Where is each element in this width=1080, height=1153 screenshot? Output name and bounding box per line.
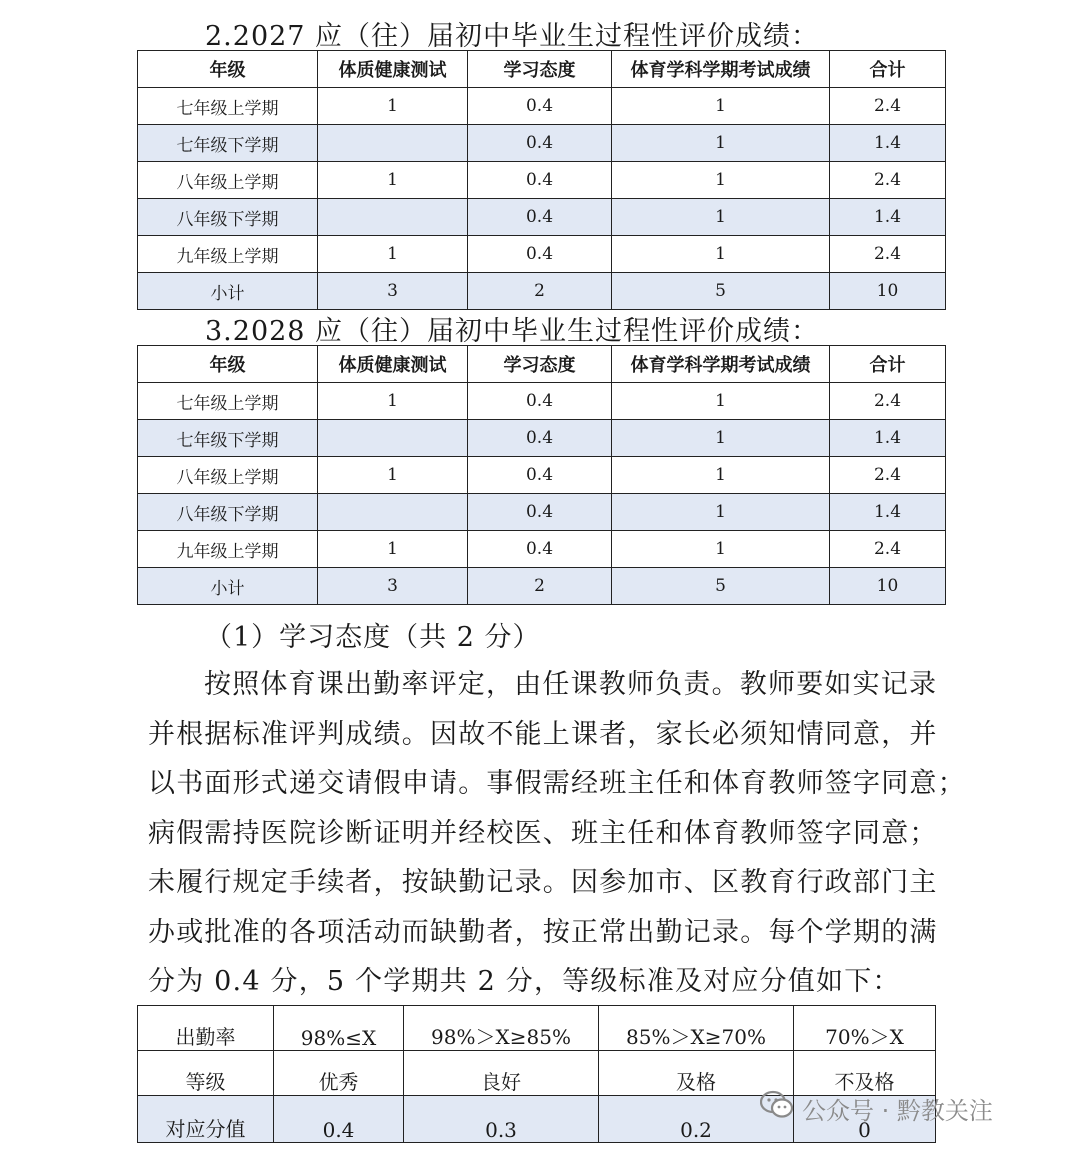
table-cell: 0.4 bbox=[468, 88, 612, 125]
header-cell: 年级 bbox=[138, 346, 318, 383]
header-cell: 体质健康测试 bbox=[318, 346, 468, 383]
table-cell: 0.4 bbox=[468, 420, 612, 457]
table-cell: 1 bbox=[318, 88, 468, 125]
table-row bbox=[138, 494, 946, 531]
table-cell: 2.4 bbox=[830, 531, 946, 568]
score-table-2028 bbox=[137, 345, 946, 605]
table-cell: 八年级下学期 bbox=[138, 494, 318, 531]
table-cell bbox=[318, 420, 468, 457]
header-cell: 学习态度 bbox=[468, 346, 612, 383]
table-cell: 九年级上学期 bbox=[138, 236, 318, 273]
table-cell: 七年级上学期 bbox=[138, 383, 318, 420]
table-cell: 2.4 bbox=[830, 383, 946, 420]
table-cell: 10 bbox=[830, 273, 946, 310]
table-cell: 2.4 bbox=[830, 88, 946, 125]
table-cell: 0.4 bbox=[468, 457, 612, 494]
table-cell: 1 bbox=[318, 457, 468, 494]
table-row bbox=[138, 199, 946, 236]
table-cell: 0.3 bbox=[404, 1096, 599, 1143]
table-cell: 1 bbox=[612, 457, 830, 494]
table-row bbox=[138, 1051, 936, 1096]
table-cell: 八年级上学期 bbox=[138, 457, 318, 494]
score-table-2027 bbox=[137, 50, 946, 310]
table-cell: 八年级下学期 bbox=[138, 199, 318, 236]
table-cell: 2 bbox=[468, 568, 612, 605]
header-cell: 年级 bbox=[138, 51, 318, 88]
table-cell: 0.2 bbox=[599, 1096, 794, 1143]
table-cell: 小计 bbox=[138, 568, 318, 605]
header-cell: 体质健康测试 bbox=[318, 51, 468, 88]
section-title-2028: 3.2028 应（往）届初中毕业生过程性评价成绩： bbox=[205, 316, 820, 347]
table-cell: 98%＞X≥85% bbox=[404, 1006, 599, 1051]
table-cell: 85%＞X≥70% bbox=[599, 1006, 794, 1051]
watermark-text: 公众号 · 黔教关注 bbox=[802, 1096, 993, 1125]
table-cell: 1 bbox=[612, 236, 830, 273]
wechat-icon bbox=[760, 1090, 794, 1126]
table-cell: 小计 bbox=[138, 273, 318, 310]
table-cell: 0.4 bbox=[468, 199, 612, 236]
table-row bbox=[138, 88, 946, 125]
table-cell: 1 bbox=[612, 494, 830, 531]
table-cell: 70%＞X bbox=[794, 1006, 936, 1051]
table-cell: 九年级上学期 bbox=[138, 531, 318, 568]
table-row bbox=[138, 420, 946, 457]
table-row bbox=[138, 1006, 936, 1051]
table-cell: 1.4 bbox=[830, 125, 946, 162]
header-cell: 合计 bbox=[830, 51, 946, 88]
paragraph-line: 办或批准的各项活动而缺勤者，按正常出勤记录。每个学期的满 bbox=[148, 916, 938, 948]
header-cell: 体育学科学期考试成绩 bbox=[612, 346, 830, 383]
table-cell: 对应分值 bbox=[138, 1096, 274, 1143]
table-cell: 不及格 bbox=[794, 1051, 936, 1096]
table-cell: 1 bbox=[612, 531, 830, 568]
table-subtotal-row bbox=[138, 273, 946, 310]
table-cell: 1 bbox=[318, 162, 468, 199]
table-cell: 1.4 bbox=[830, 494, 946, 531]
table-cell: 5 bbox=[612, 273, 830, 310]
table-header-row bbox=[138, 346, 946, 383]
table-row bbox=[138, 457, 946, 494]
table-cell: 七年级下学期 bbox=[138, 420, 318, 457]
header-cell: 体育学科学期考试成绩 bbox=[612, 51, 830, 88]
paragraph-line: 病假需持医院诊断证明并经校医、班主任和体育教师签字同意； bbox=[148, 817, 938, 849]
table-cell: 良好 bbox=[404, 1051, 599, 1096]
table-row bbox=[138, 162, 946, 199]
section-title-2027: 2.2027 应（往）届初中毕业生过程性评价成绩： bbox=[205, 21, 820, 52]
table-cell: 10 bbox=[830, 568, 946, 605]
table-cell: 八年级上学期 bbox=[138, 162, 318, 199]
paragraph-line: 按照体育课出勤率评定，由任课教师负责。教师要如实记录 bbox=[204, 669, 938, 700]
table-cell: 0 bbox=[794, 1096, 936, 1143]
table-cell: 0.4 bbox=[468, 162, 612, 199]
table-cell: 出勤率 bbox=[138, 1006, 274, 1051]
header-cell: 合计 bbox=[830, 346, 946, 383]
table-cell: 优秀 bbox=[274, 1051, 404, 1096]
table-cell bbox=[318, 494, 468, 531]
watermark bbox=[760, 1090, 993, 1126]
header-cell: 学习态度 bbox=[468, 51, 612, 88]
paragraph-line: 分为 0.4 分，5 个学期共 2 分，等级标准及对应分值如下： bbox=[148, 966, 901, 997]
table-subtotal-row bbox=[138, 568, 946, 605]
table-cell: 1.4 bbox=[830, 420, 946, 457]
table-cell: 1 bbox=[612, 88, 830, 125]
table-cell: 1 bbox=[612, 199, 830, 236]
table-row bbox=[138, 383, 946, 420]
table-row bbox=[138, 125, 946, 162]
table-cell bbox=[318, 199, 468, 236]
table-cell: 1 bbox=[612, 162, 830, 199]
table-cell: 2 bbox=[468, 273, 612, 310]
table-cell: 3 bbox=[318, 568, 468, 605]
table-cell: 1 bbox=[612, 125, 830, 162]
paragraph-line: 并根据标准评判成绩。因故不能上课者，家长必须知情同意，并 bbox=[148, 718, 938, 750]
table-cell: 及格 bbox=[599, 1051, 794, 1096]
table-cell bbox=[318, 125, 468, 162]
table-cell: 0.4 bbox=[468, 125, 612, 162]
table-cell: 1 bbox=[318, 383, 468, 420]
body-paragraph bbox=[148, 660, 966, 1007]
table-cell: 1 bbox=[318, 236, 468, 273]
table-cell: 1 bbox=[612, 383, 830, 420]
table-cell: 0.4 bbox=[468, 494, 612, 531]
table-cell: 5 bbox=[612, 568, 830, 605]
table-cell: 0.4 bbox=[274, 1096, 404, 1143]
table-cell: 1 bbox=[318, 531, 468, 568]
table-cell: 1 bbox=[612, 420, 830, 457]
table-cell: 0.4 bbox=[468, 236, 612, 273]
table-cell: 3 bbox=[318, 273, 468, 310]
table-row bbox=[138, 531, 946, 568]
table-cell: 2.4 bbox=[830, 162, 946, 199]
table-cell: 七年级下学期 bbox=[138, 125, 318, 162]
table-cell: 98%≤X bbox=[274, 1006, 404, 1051]
table-header-row bbox=[138, 51, 946, 88]
table-cell: 七年级上学期 bbox=[138, 88, 318, 125]
table-cell: 0.4 bbox=[468, 383, 612, 420]
table-cell: 1.4 bbox=[830, 199, 946, 236]
table-cell: 2.4 bbox=[830, 457, 946, 494]
paragraph-line: 未履行规定手续者，按缺勤记录。因参加市、区教育行政部门主 bbox=[148, 867, 938, 898]
table-cell: 等级 bbox=[138, 1051, 274, 1096]
table-row bbox=[138, 236, 946, 273]
table-cell: 2.4 bbox=[830, 236, 946, 273]
subsection-heading: （1）学习态度（共 2 分） bbox=[205, 622, 541, 653]
table-cell: 0.4 bbox=[468, 531, 612, 568]
paragraph-line: 以书面形式递交请假申请。事假需经班主任和体育教师签字同意； bbox=[148, 768, 966, 799]
